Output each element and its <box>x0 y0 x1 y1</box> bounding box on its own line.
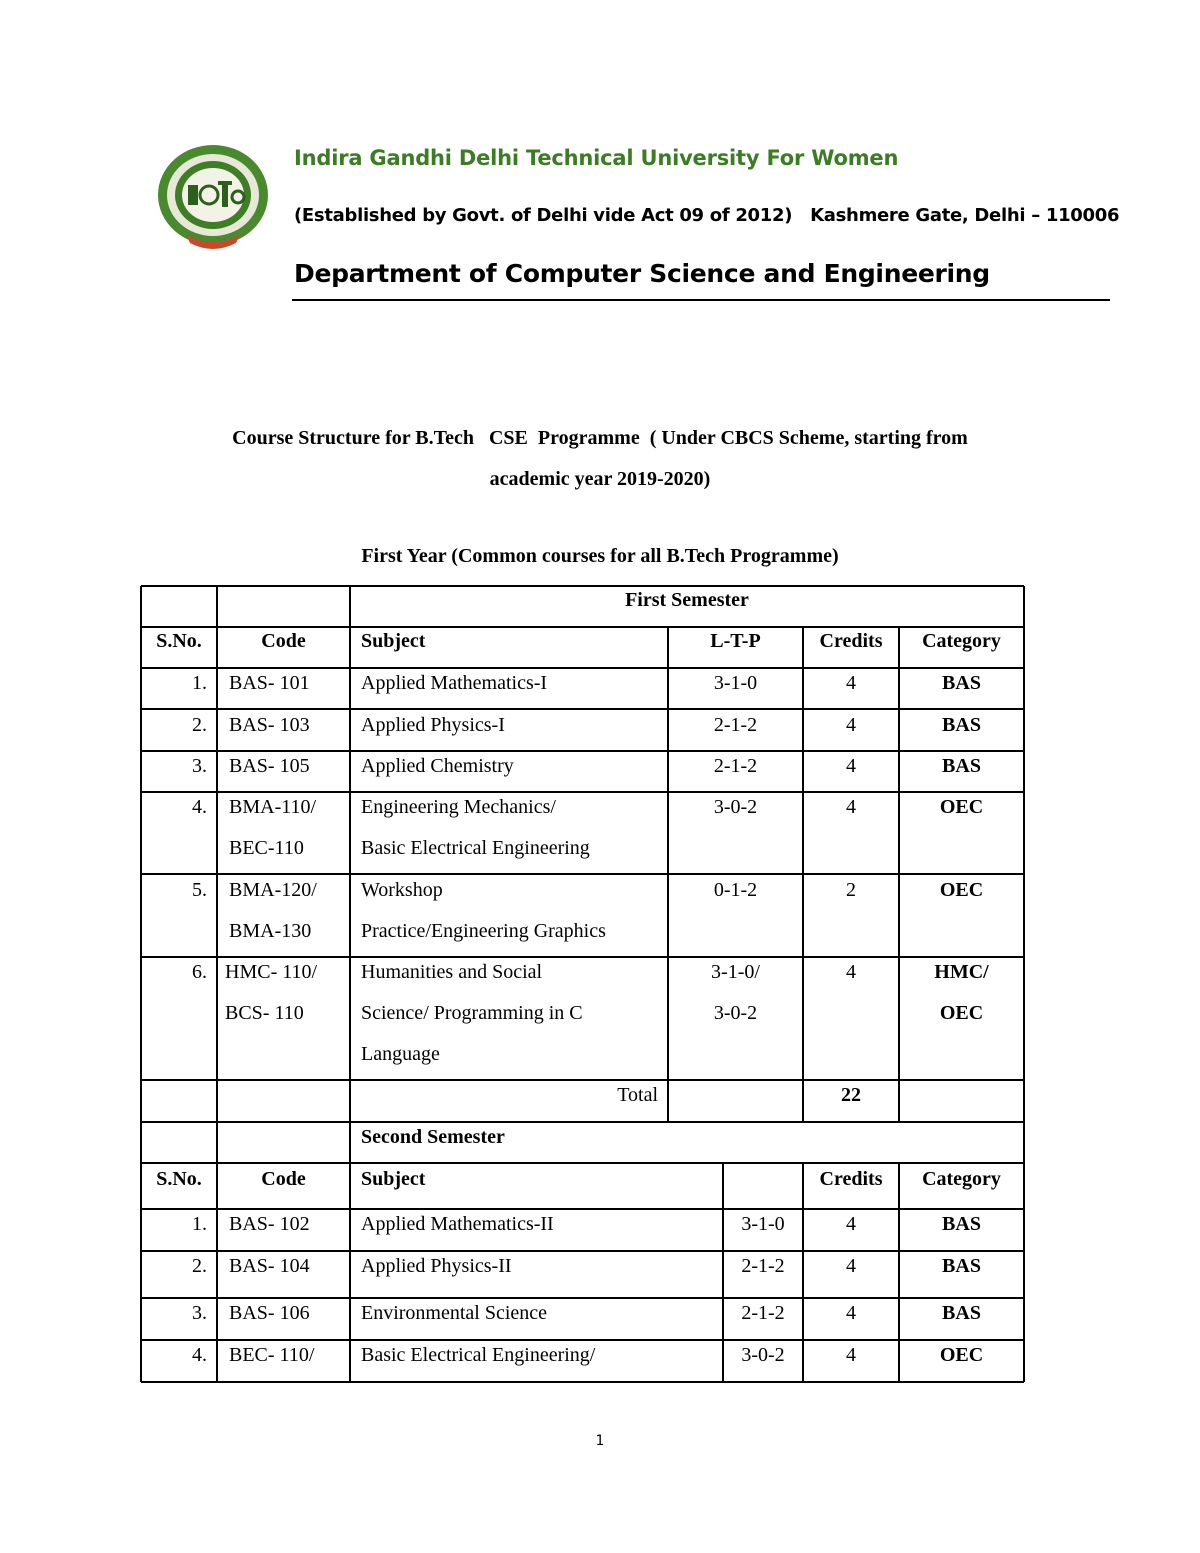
table-row-category: OEC <box>939 1344 984 1366</box>
table-row-sno: 5. <box>192 879 207 901</box>
table-row-ltp: 3-1-0 <box>741 1213 785 1235</box>
table-row-code: BMA-120/ <box>229 879 317 901</box>
course-title-line1: Course Structure for B.Tech CSE Programme ( Under CBCS Scheme, starting from <box>232 427 968 449</box>
page-number: 1 <box>595 1433 605 1449</box>
department-title: Department of Computer Science and Engineering <box>294 259 990 288</box>
table-row-code: BAS- 103 <box>229 714 310 736</box>
col-header-credits: Credits <box>819 630 883 652</box>
table-row-ltp: 3-0-2 <box>741 1344 785 1366</box>
col-header-code: Code <box>261 630 306 652</box>
table-row-ltp: 3-0-2 <box>713 796 758 818</box>
table-row-sno: 2. <box>192 1255 207 1277</box>
table-row-subject: Science/ Programming in C <box>361 1002 583 1024</box>
table-row-subject: Applied Mathematics-II <box>361 1213 554 1235</box>
university-name: Indira Gandhi Delhi Technical University For Women <box>294 146 899 170</box>
table-row-sno: 1. <box>192 1213 207 1235</box>
table-row-sno: 4. <box>192 1344 207 1366</box>
table-row-code: BAS- 106 <box>229 1302 310 1324</box>
course-title-line2: academic year 2019-2020) <box>489 468 711 490</box>
table-row-subject: Applied Physics-II <box>361 1255 512 1277</box>
table-row-credits: 4 <box>846 672 856 694</box>
table-row-sno: 1. <box>192 672 207 694</box>
table-row-category: HMC/ <box>934 961 989 983</box>
col-header-category: Category <box>922 1168 1001 1190</box>
table-row-subject: Applied Mathematics-I <box>361 672 548 694</box>
table-row-credits: 4 <box>846 714 856 736</box>
table-row-code: BMA-130 <box>229 920 312 942</box>
table-row-category: OEC <box>939 1002 984 1024</box>
table-row-category: BAS <box>942 714 981 736</box>
table-row-credits: 4 <box>846 1302 856 1324</box>
table-row-category: OEC <box>939 796 984 818</box>
table-row-code: BEC-110 <box>229 837 304 859</box>
table-row-credits: 4 <box>846 1213 856 1235</box>
col-header-credits: Credits <box>819 1168 883 1190</box>
table-row-code: BAS- 105 <box>229 755 310 777</box>
col-header-subject: Subject <box>361 630 426 652</box>
table-row-code: BAS- 104 <box>229 1255 310 1277</box>
table-row-ltp: 3-0-2 <box>713 1002 758 1024</box>
first-semester-heading: First Semester <box>625 589 749 611</box>
total-label: Total <box>617 1084 658 1106</box>
table-row-subject: Workshop <box>361 879 443 901</box>
table-row-category: OEC <box>939 879 984 901</box>
table-row-subject: Applied Chemistry <box>361 755 514 777</box>
table-row-subject: Basic Electrical Engineering <box>361 837 590 859</box>
col-header-sno: S.No. <box>156 630 202 652</box>
table-row-sno: 2. <box>192 714 207 736</box>
table-row-category: BAS <box>942 672 981 694</box>
table-row-sno: 6. <box>192 961 207 983</box>
col-header-ltp: L-T-P <box>710 630 761 652</box>
table-row-subject: Basic Electrical Engineering/ <box>361 1344 596 1366</box>
table-row-ltp: 2-1-2 <box>713 714 758 736</box>
table-row-ltp: 2-1-2 <box>713 755 758 777</box>
table-row-ltp: 3-1-0 <box>713 672 758 694</box>
course-structure-title <box>0 418 1200 500</box>
col-header-category: Category <box>922 630 1001 652</box>
table-row-sno: 4. <box>192 796 207 818</box>
university-logo-icon <box>156 143 270 251</box>
table-row-category: BAS <box>942 755 981 777</box>
table-row-ltp: 3-1-0/ <box>711 961 760 983</box>
table-row-subject: Language <box>361 1043 440 1065</box>
address-text: Kashmere Gate, Delhi – 110006 <box>810 205 1120 226</box>
table-row-code: HMC- 110/ <box>225 961 318 983</box>
table-row-ltp: 2-1-2 <box>741 1255 785 1277</box>
table-row-code: BEC- 110/ <box>229 1344 315 1366</box>
col-header-sno: S.No. <box>156 1168 202 1190</box>
col-header-code: Code <box>261 1168 306 1190</box>
table-row-subject: Humanities and Social <box>361 961 543 983</box>
table-row-category: BAS <box>942 1302 981 1324</box>
table-row-code: BAS- 101 <box>229 672 310 694</box>
table-row-ltp: 0-1-2 <box>713 879 758 901</box>
table-row-code: BMA-110/ <box>229 796 317 818</box>
table-row-subject: Engineering Mechanics/ <box>361 796 556 818</box>
table-row-subject: Environmental Science <box>361 1302 548 1324</box>
table-row-sno: 3. <box>192 1302 207 1324</box>
table-row-credits: 4 <box>846 1344 856 1366</box>
established-line <box>294 205 1119 226</box>
table-row-credits: 4 <box>846 796 856 818</box>
second-semester-heading: Second Semester <box>361 1126 505 1148</box>
table-row-ltp: 2-1-2 <box>741 1302 785 1324</box>
table-row-credits: 2 <box>846 879 856 901</box>
table-row-category: BAS <box>942 1255 981 1277</box>
table-row-category: BAS <box>942 1213 981 1235</box>
table-row-credits: 4 <box>846 755 856 777</box>
established-text: (Established by Govt. of Delhi vide Act 09 of 2012) <box>294 205 793 226</box>
table-row-subject: Applied Physics-I <box>361 714 505 736</box>
table-row-code: BAS- 102 <box>229 1213 310 1235</box>
first-year-title: First Year (Common courses for all B.Tech Programme) <box>361 545 839 567</box>
table-row-code: BCS- 110 <box>225 1002 304 1024</box>
table-row-subject: Practice/Engineering Graphics <box>361 920 606 942</box>
header-divider <box>292 299 1110 301</box>
table-row-credits: 4 <box>846 961 856 983</box>
col-header-subject: Subject <box>361 1168 426 1190</box>
total-credits: 22 <box>841 1084 861 1106</box>
table-row-sno: 3. <box>192 755 207 777</box>
table-row-credits: 4 <box>846 1255 856 1277</box>
